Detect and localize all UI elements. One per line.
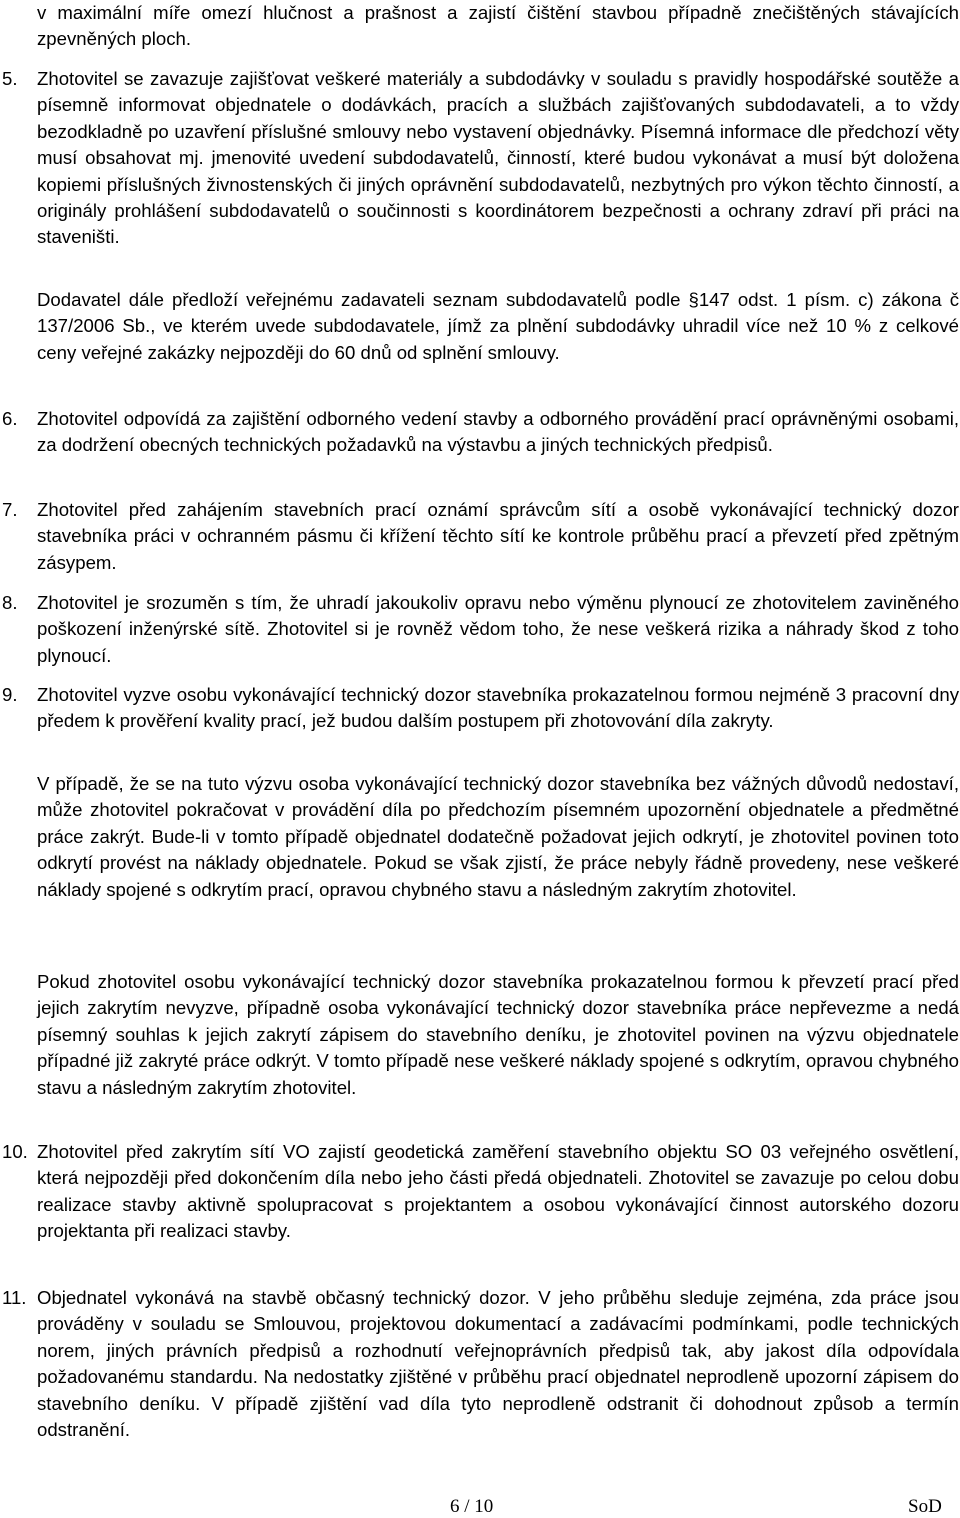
item-5-paragraph-2-block [37, 287, 959, 366]
item-6-paragraph-1: Zhotovitel odpovídá za zajištění odborného vedení stavby a odborného provádění prací oprávněnými osobami, za dodržení obecných technických požadavků na výstavbu a jiných technických předpisů. [37, 408, 959, 456]
item-number-9: 9. [2, 684, 18, 705]
item-number-7: 7. [2, 499, 18, 520]
item-7 [37, 497, 959, 576]
item-9-paragraph-1: Zhotovitel vyzve osobu vykonávající technický dozor stavebníka prokazatelnou formou nejméně 3 pracovní dny předem k prověření kvality prací, jež budou dalším postupem při zhotovování díla zakryty. [37, 684, 959, 732]
item-5-paragraph-1: Zhotovitel se zavazuje zajišťovat veškeré materiály a subdodávky v souladu s pravidly hospodářské soutěže a písemně informovat objednatele o dodávkách, pracích a službách zajišťovaných subdodavateli, a to vždy bezodkladně po uzavření příslušné smlouvy nebo vystavení objednávky. Písemná informace dle předchozí věty musí obsahovat mj. jmenovité uvedení subdodavatelů, činností, které budou vykonávat a musí být doložena kopiemi příslušných živnostenských či jiných oprávnění subdodavatelů, nezbytných pro výkon těchto činností, a originály prohlášení subdodavatelů o součinnosti s koordinátorem bezpečnosti a ochrany zdraví při práci na staveništi. [37, 68, 959, 248]
document-id: SoD [908, 1496, 942, 1517]
item-8-paragraph-1: Zhotovitel je srozuměn s tím, že uhradí jakoukoliv opravu nebo výměnu plynoucí ze zhotovitelem zaviněného poškození inženýrské sítě. Zhotovitel si je rovněž vědom toho, že nese veškerá rizika a náhrady škod z toho plynoucí. [37, 592, 959, 666]
item-7-paragraph-1: Zhotovitel před zahájením stavebních prací oznámí správcům sítí a osobě vykonávající technický dozor stavebníka práci v ochranném pásmu či křížení těchto sítí ke kontrole průběhu prací a převzetí před zpětným zásypem. [37, 499, 959, 573]
item-9-paragraph-2-block [37, 771, 959, 903]
page-number: 6 / 10 [450, 1496, 494, 1517]
item-11-paragraph-1: Objednatel vykonává na stavbě občasný technický dozor. V jeho průběhu sleduje zejména, zda práce jsou prováděny v souladu se Smlouvou, projektovou dokumentací a zadávacími podmínkami, podle technických norem, jiných právních předpisů a rozhodnutí veřejnoprávních předpisů tak, aby jakost díla odpovídala požadovanému standardu. Na nedostatky zjištěné v průběhu prací objednatel neprodleně upozorní zápisem do stavebního deníku. V případě zjištění vad díla tyto neprodleně odstranit či dohodnout způsob a termín odstranění. [37, 1287, 959, 1441]
item-number-5: 5. [2, 68, 18, 89]
item-9-paragraph-3: Pokud zhotovitel osobu vykonávající technický dozor stavebníka prokazatelnou formou k převzetí prací před jejich zakrytím nevyzve, případně osoba vykonávající technický dozor stavebníka práce nepřevezme a nedá písemný souhlas k jejich zakrytí zápisem do stavebního deníku, je zhotovitel povinen na výzvu objednatele případné již zakryté práce odkrýt. V tomto případě nese veškeré náklady spojené s odkrytím, opravou chybného stavu a následným zakrytím zhotovitel. [37, 971, 959, 1098]
item-9-paragraph-3-block [37, 969, 959, 1101]
item-9-paragraph-2: V případě, že se na tuto výzvu osoba vykonávající technický dozor stavebníka bez vážných důvodů nedostaví, může zhotovitel pokračovat v provádění díla po předchozím písemném upozornění objednatele a předmětné práce zakrýt. Bude-li v tomto případě objednatel dodatečně požadovat jejich odkrytí, je zhotovitel povinen toto odkrytí provést na náklady objednatele. Pokud se však zjistí, že práce nebyly řádně provedeny, nese veškeré náklady spojené s odkrytím prací, opravou chybného stavu a následným zakrytím zhotovitel. [37, 773, 959, 900]
item-10 [37, 1139, 959, 1245]
item-5 [37, 66, 959, 251]
item-8 [37, 590, 959, 669]
intro-paragraph: v maximální míře omezí hlučnost a prašnost a zajistí čištění stavbou případně znečištěných stávajících zpevněných ploch. [37, 2, 959, 50]
item-6 [37, 406, 959, 459]
item-5-paragraph-2: Dodavatel dále předloží veřejnému zadavateli seznam subdodavatelů podle §147 odst. 1 písm. c) zákona č 137/2006 Sb., ve kterém uvede subdodavatele, jímž za plnění subdodávky uhradil více než 10 % z celkové ceny veřejné zakázky nejpozději do 60 dnů od splnění smlouvy. [37, 289, 959, 363]
item-11 [37, 1285, 959, 1443]
item-number-10: 10. [2, 1141, 28, 1162]
item-10-paragraph-1: Zhotovitel před zakrytím sítí VO zajistí geodetická zaměření stavebního objektu SO 03 veřejného osvětlení, která nejpozději před dokončením díla nebo jeho části předá objednateli. Zhotovitel se zavazuje po celou dobu realizace stavby aktivně spolupracovat s projektantem a osobou vykonávající činnost autorského dozoru projektanta při realizaci stavby. [37, 1141, 959, 1242]
item-9 [37, 682, 959, 735]
item-number-11: 11. [2, 1287, 27, 1308]
item-number-8: 8. [2, 592, 18, 613]
item-number-6: 6. [2, 408, 18, 429]
